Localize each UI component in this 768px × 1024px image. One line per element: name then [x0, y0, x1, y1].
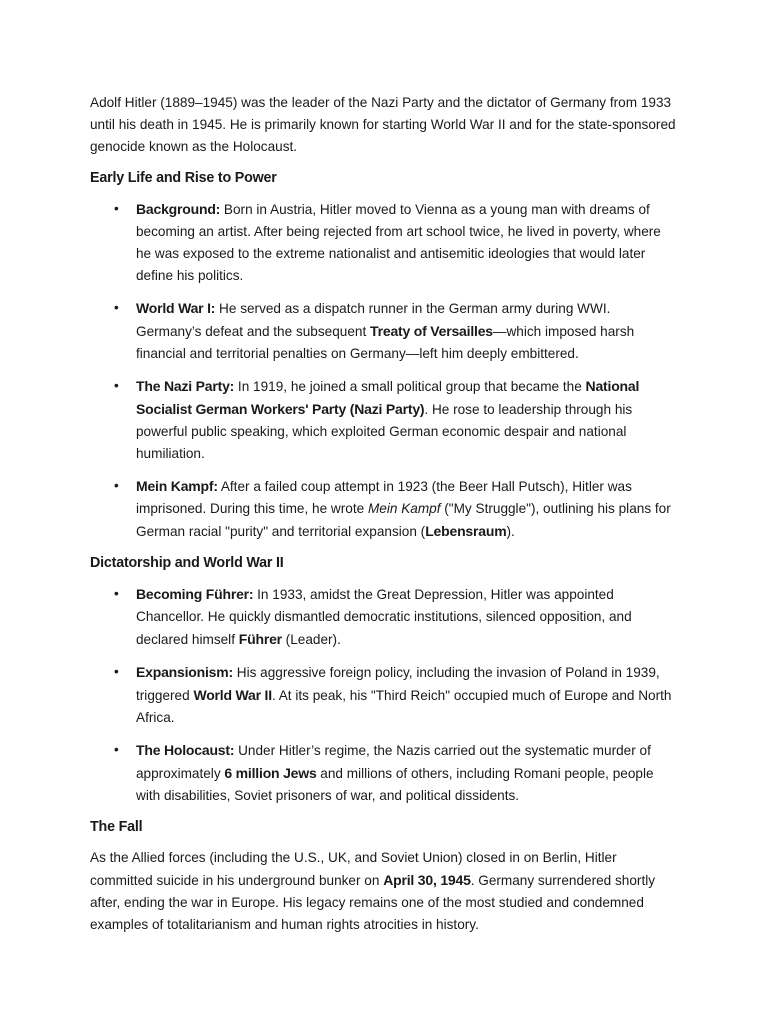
fall-paragraph: As the Allied forces (including the U.S., UK, and Soviet Union) closed in on Berlin, Hitler committed suicide in his underground bunker on April 30, 1945. Germany surrendered shortly after, ending the war in Europe. His legacy remains one of the most studied and condemned examples of totalitarianism and human rights atrocities in history.	[90, 850, 656, 932]
item-label: Mein Kampf:	[136, 478, 218, 494]
item-label: The Nazi Party:	[136, 378, 235, 394]
list-item-holocaust: • The Holocaust: Under Hitler’s regime, the Nazis carried out the systematic murder of approximately 6 million Jews and millions of others, including Romani people, people with disabilities, Soviet prisoners of war, and political dissidents.	[114, 742, 654, 803]
item-label: World War I:	[136, 300, 216, 316]
list-item-expansionism: • Expansionism: His aggressive foreign policy, including the invasion of Poland in 1939, triggered World War II. At its peak, his "Third Reich" occupied much of Europe and North Africa.	[114, 664, 672, 725]
section-heading-the-fall: The Fall	[90, 819, 143, 835]
list-item-world-war-i: • World War I: He served as a dispatch runner in the German army during WWI. Germany’s defeat and the subsequent Treaty of Versailles—which imposed harsh financial and territorial penalties on Germany—left him deeply embittered.	[114, 300, 635, 361]
list-item-becoming-fuhrer: • Becoming Führer: In 1933, amidst the Great Depression, Hitler was appointed Chancellor. He quickly dismantled democratic institutions, silenced opposition, and declared himself Führer (Leader).	[114, 586, 632, 647]
list-item-nazi-party: • The Nazi Party: In 1919, he joined a small political group that became the National Socialist German Workers' Party (Nazi Party). He rose to leadership through his powerful public speaking, which exploited German economic despair and national humiliation.	[114, 378, 640, 461]
list-item-background: • Background: Born in Austria, Hitler moved to Vienna as a young man with dreams of becoming an artist. After being rejected from art school twice, he lived in poverty, where he was exposed to the extreme nationalist and antisemitic ideologies that would later define his politics.	[114, 201, 661, 283]
section-heading-dictatorship: Dictatorship and World War II	[90, 555, 284, 571]
section-heading-early-life: Early Life and Rise to Power	[90, 170, 277, 186]
item-label: Background:	[136, 201, 221, 217]
item-label: Expansionism:	[136, 664, 233, 680]
list-item-mein-kampf: • Mein Kampf: After a failed coup attempt in 1923 (the Beer Hall Putsch), Hitler was imprisoned. During this time, he wrote Mein Kampf ("My Struggle"), outlining his plans for German racial "purity" and territorial expansion (Lebensraum).	[114, 478, 671, 539]
dictatorship-list	[90, 583, 678, 807]
item-label: Becoming Führer:	[136, 586, 254, 602]
item-label: The Holocaust:	[136, 742, 235, 758]
intro-paragraph: Adolf Hitler (1889–1945) was the leader of the Nazi Party and the dictator of Germany from 1933 until his death in 1945. He is primarily known for starting World War II and for the state-sponsored genocide known as the Holocaust.	[90, 95, 676, 154]
early-life-list	[90, 198, 678, 543]
